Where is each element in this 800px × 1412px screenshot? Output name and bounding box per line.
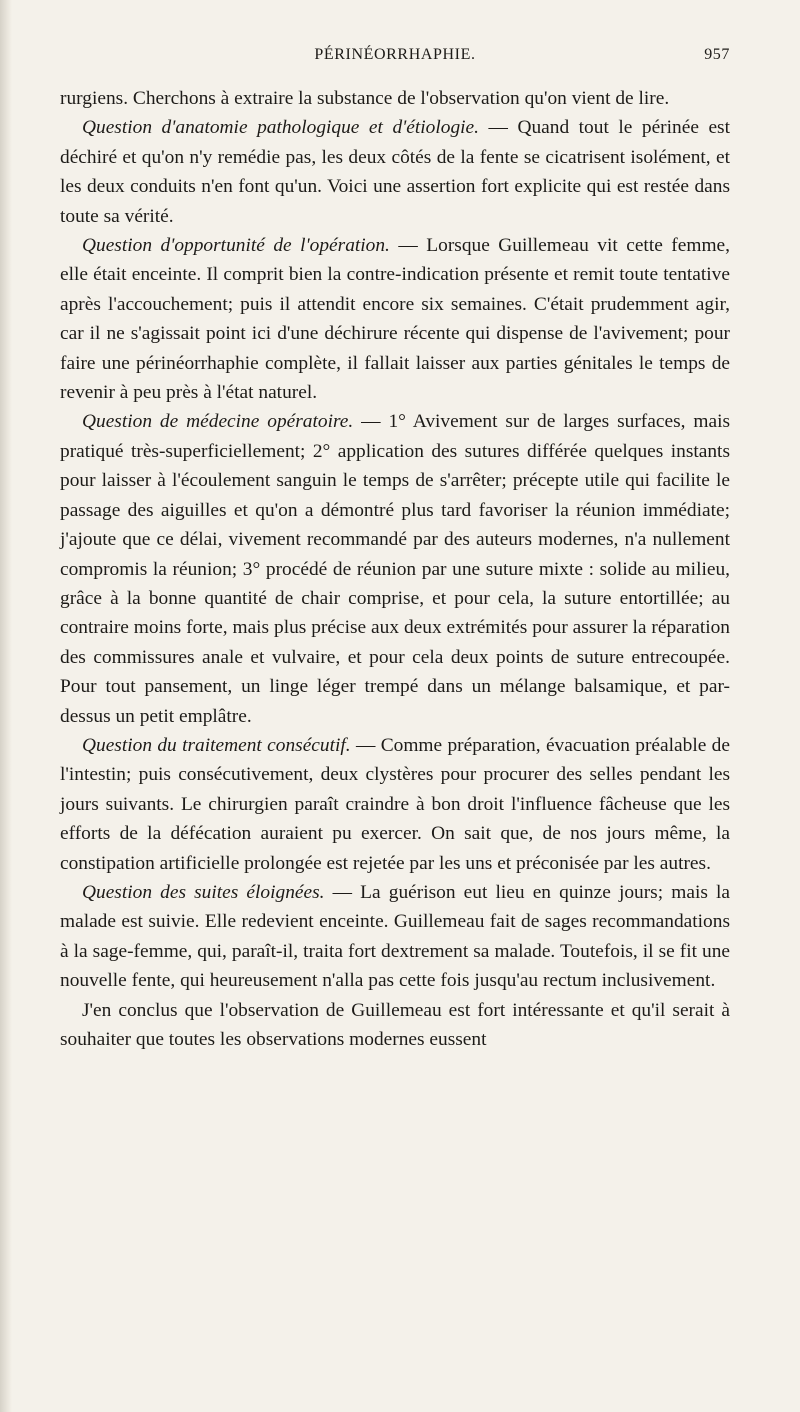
running-head [60,46,730,74]
paragraph-text: — La guérison eut lieu en quinze jours; mais la malade est suivie. Elle redevient enceinte. Guillemeau fait de sages recommandations à la sage-femme, qui, paraît-il, traita fort dextrement sa malade. Toutefois, il se fit une nouvelle fente, qui heureusement n'alla pas cette fois jusqu'au rectum inclusivement. [60,881,730,992]
paragraph-text: — Comme préparation, évacuation préalable de l'intestin; puis consécutivement, deux clystères pour procurer des selles pendant les jours suivants. Le chirurgien paraît craindre à bon droit l'influence fâcheuse que les efforts de la défécation auraient pu exercer. On sait que, de nos jours même, la constipation artificielle prolongée est rejetée par les uns et préconisée par les autres. [60,734,730,874]
page-body [60,84,730,1054]
paragraph-heading: Question des suites éloignées. [82,881,325,903]
paragraph-opportunite [60,231,730,407]
paragraph-heading: Question d'anatomie pathologique et d'étiologie. [82,117,479,139]
page-number: 957 [704,46,730,63]
paragraph-text: — Quand tout le périnée est déchiré et qu'on n'y remédie pas, les deux côtés de la fente se cicatrisent isolément, et les deux conduits n'en font qu'un. Voici une assertion fort explicite qui est restée dans toute sa vérité. [60,117,730,227]
paragraph-heading: Question d'opportunité de l'opération. [82,235,390,257]
paragraph-medecine-operatoire [60,407,730,730]
page-left-edge [0,0,12,1412]
paragraph-text: — Lorsque Guillemeau vit cette femme, elle était enceinte. Il comprit bien la contre-indication présente et remit toute tentative après l'accouchement; puis il attendit encore six semaines. C'était prudemment agir, car il ne s'agissait point ici d'une déchirure récente qui dispense de l'avivement; pour faire une périnéorrhaphie complète, il fallait laisser aux parties génitales le temps de revenir à peu près à l'état naturel. [60,235,730,404]
paragraph-heading: Question du traitement consécutif. [82,734,351,756]
paragraph-heading: Question de médecine opératoire. [82,411,354,433]
running-title: PÉRINÉORRHAPHIE. [314,46,476,63]
paragraph-conclusion [60,996,730,1055]
paragraph-traitement-consecutif [60,731,730,878]
paragraph-text: rurgiens. Cherchons à extraire la substance de l'observation qu'on vient de lire. [60,88,670,109]
paragraph-text: — 1° Avivement sur de larges surfaces, mais pratiqué très-superficiellement; 2° application des sutures différée quelques instants pour laisser à l'écoulement sanguin le temps de s'arrêter; précepte utile qui facilite le passage des aiguilles et qu'on a démontré plus tard favoriser la réunion immédiate; j'ajoute que ce délai, vivement recommandé par des auteurs modernes, n'a nullement compromis la réunion; 3° procédé de réunion par une suture mixte : solide au milieu, grâce à la bonne quantité de chair comprise, et pour cela, la suture entortillée; au contraire moins forte, mais plus précise aux deux extrémités pour assurer la réparation des commissures anale et vulvaire, et pour cela deux points de suture entrecoupée. Pour tout pansement, un linge léger trempé dans un mélange balsamique, et par-dessus un petit emplâtre. [60,411,730,727]
book-page [60,46,730,1054]
paragraph-continuation [60,84,730,113]
paragraph-text: J'en conclus que l'observation de Guillemeau est fort intéressante et qu'il serait à souhaiter que toutes les observations modernes eussent [60,999,730,1050]
paragraph-anatomie [60,113,730,231]
paragraph-suites-eloignees [60,878,730,996]
